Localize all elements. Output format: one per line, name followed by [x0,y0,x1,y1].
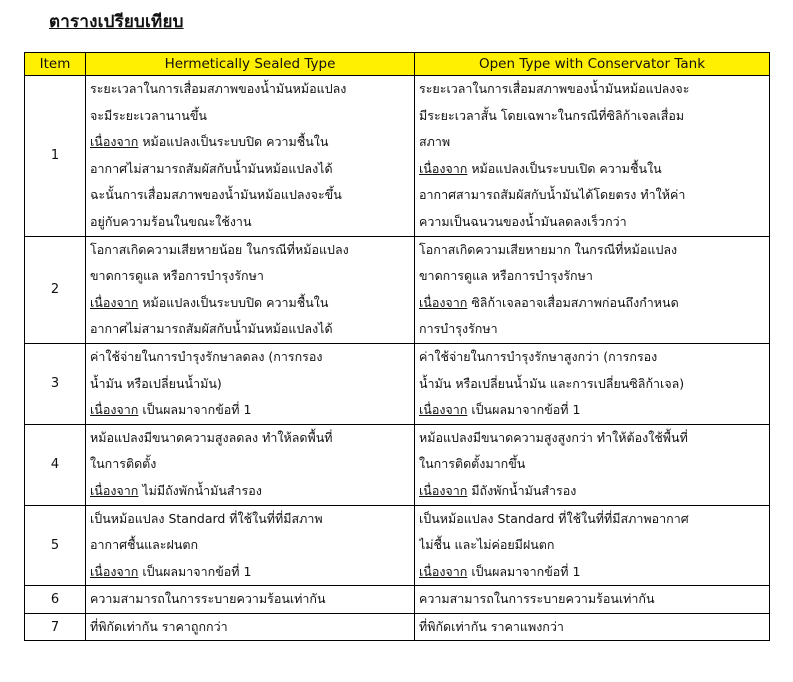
keyword-because: เนื่องจาก [90,134,139,150]
cell-line: ไม่ชื้น และไม่ค่อยมีฝนตก [419,537,555,553]
item-number: 4 [25,424,86,505]
table-row [25,586,770,614]
cell-line: โอกาสเกิดความเสียหายน้อย ในกรณีที่หม้อแปลง [90,241,349,257]
cell-line: เนื่องจาก ซิลิก้าเจลอาจเสื่อมสภาพก่อนถึงกำหนด [419,294,679,310]
open-type-cell [415,424,770,505]
cell-line: น้ำมัน หรือเปลี่ยนน้ำมัน) [90,375,222,391]
cell-line: หม้อแปลงมีขนาดความสูงสูงกว่า ทำให้ต้องใช้พื้นที่ [419,429,688,445]
open-type-cell [415,236,770,343]
cell-line: ฉะนั้นการเสื่อมสภาพของน้ำมันหม้อแปลงจะขึ้น [90,187,342,203]
cell-line: อากาศไม่สามารถสัมผัสกับน้ำมันหม้อแปลงได้ [90,321,333,337]
open-type-cell [415,613,770,641]
cell-line: เนื่องจาก ไม่มีถังพักน้ำมันสำรอง [90,482,262,498]
cell-line: เนื่องจาก หม้อแปลงเป็นระบบเปิด ความชื้นใน [419,160,662,176]
header-item: Item [25,53,86,76]
cell-line: ที่พิกัดเท่ากัน ราคาแพงกว่า [419,618,564,634]
cell-line: ความเป็นฉนวนของน้ำมันลดลงเร็วกว่า [419,213,627,229]
item-number: 2 [25,236,86,343]
header-open-type: Open Type with Conservator Tank [415,53,770,76]
open-type-cell [415,343,770,424]
cell-line: อากาศสามารถสัมผัสกับน้ำมันได้โดยตรง ทำให้ค่า [419,187,686,203]
cell-line: ระยะเวลาในการเสื่อมสภาพของน้ำมันหม้อแปลงจะ [419,81,690,96]
table-row [25,343,770,424]
cell-line: สภาพ [419,134,451,150]
keyword-because: เนื่องจาก [419,294,468,310]
cell-line: เนื่องจาก เป็นผลมาจากข้อที่ 1 [419,563,581,579]
keyword-because: เนื่องจาก [90,482,139,498]
keyword-because: เนื่องจาก [419,402,468,418]
sealed-type-cell [86,76,415,237]
table-header-row [25,53,770,76]
cell-line: ขาดการดูแล หรือการบำรุงรักษา [419,268,593,284]
cell-line: ค่าใช้จ่ายในการบำรุงรักษาลดลง (การกรอง [90,348,323,364]
item-number: 1 [25,76,86,237]
cell-line: เนื่องจาก เป็นผลมาจากข้อที่ 1 [419,402,581,418]
keyword-because: เนื่องจาก [419,160,468,176]
cell-line: ในการติดตั้งมากขึ้น [419,456,526,472]
open-type-cell [415,76,770,237]
keyword-because: เนื่องจาก [90,294,139,310]
cell-line: การบำรุงรักษา [419,321,498,337]
open-type-cell [415,505,770,586]
cell-line: ค่าใช้จ่ายในการบำรุงรักษาสูงกว่า (การกรอง [419,348,658,364]
cell-line: ในการติดตั้ง [90,456,157,472]
keyword-because: เนื่องจาก [419,563,468,579]
item-number: 6 [25,586,86,614]
item-number: 7 [25,613,86,641]
sealed-type-cell [86,586,415,614]
sealed-type-cell [86,613,415,641]
table-body [25,76,770,641]
comparison-table [24,52,770,641]
cell-line: อากาศชื้นและฝนตก [90,537,199,553]
cell-line: หม้อแปลงมีขนาดความสูงลดลง ทำให้ลดพื้นที่ [90,429,333,445]
keyword-because: เนื่องจาก [419,482,468,498]
open-type-cell [415,586,770,614]
sealed-type-cell [86,424,415,505]
page-title: ตารางเปรียบเทียบ [49,12,184,32]
table-row [25,76,770,237]
keyword-because: เนื่องจาก [90,563,139,579]
table-row [25,236,770,343]
cell-line: เนื่องจาก หม้อแปลงเป็นระบบปิด ความชื้นใน [90,134,329,150]
table-row [25,505,770,586]
cell-line: น้ำมัน หรือเปลี่ยนน้ำมัน และการเปลี่ยนซิลิก้าเจล) [419,375,685,391]
cell-line: ขาดการดูแล หรือการบำรุงรักษา [90,268,264,284]
cell-line: ระยะเวลาในการเสื่อมสภาพของน้ำมันหม้อแปลง [90,81,347,96]
table-row [25,613,770,641]
cell-line: เนื่องจาก เป็นผลมาจากข้อที่ 1 [90,563,252,579]
item-number: 3 [25,343,86,424]
item-number: 5 [25,505,86,586]
keyword-because: เนื่องจาก [90,402,139,418]
header-sealed-type: Hermetically Sealed Type [86,53,415,76]
table-row [25,424,770,505]
cell-line: เป็นหม้อแปลง Standard ที่ใช้ในที่ที่มีสภาพอากาศ [419,510,689,526]
cell-line: เนื่องจาก หม้อแปลงเป็นระบบปิด ความชื้นใน [90,294,329,310]
cell-line: ความสามารถในการระบายความร้อนเท่ากัน [90,591,326,607]
cell-line: โอกาสเกิดความเสียหายมาก ในกรณีที่หม้อแปลง [419,241,678,257]
sealed-type-cell [86,343,415,424]
sealed-type-cell [86,505,415,586]
cell-line: ที่พิกัดเท่ากัน ราคาถูกกว่า [90,618,228,634]
cell-line: จะมีระยะเวลานานขึ้น [90,107,207,123]
sealed-type-cell [86,236,415,343]
cell-line: เนื่องจาก มีถังพักน้ำมันสำรอง [419,482,577,498]
cell-line: อากาศไม่สามารถสัมผัสกับน้ำมันหม้อแปลงได้ [90,160,333,176]
cell-line: เนื่องจาก เป็นผลมาจากข้อที่ 1 [90,402,252,418]
cell-line: ความสามารถในการระบายความร้อนเท่ากัน [419,591,655,607]
cell-line: อยู่กับความร้อนในขณะใช้งาน [90,213,252,229]
cell-line: เป็นหม้อแปลง Standard ที่ใช้ในที่ที่มีสภาพ [90,510,323,526]
cell-line: มีระยะเวลาสั้น โดยเฉพาะในกรณีที่ซิลิก้าเจลเสื่อม [419,107,685,123]
